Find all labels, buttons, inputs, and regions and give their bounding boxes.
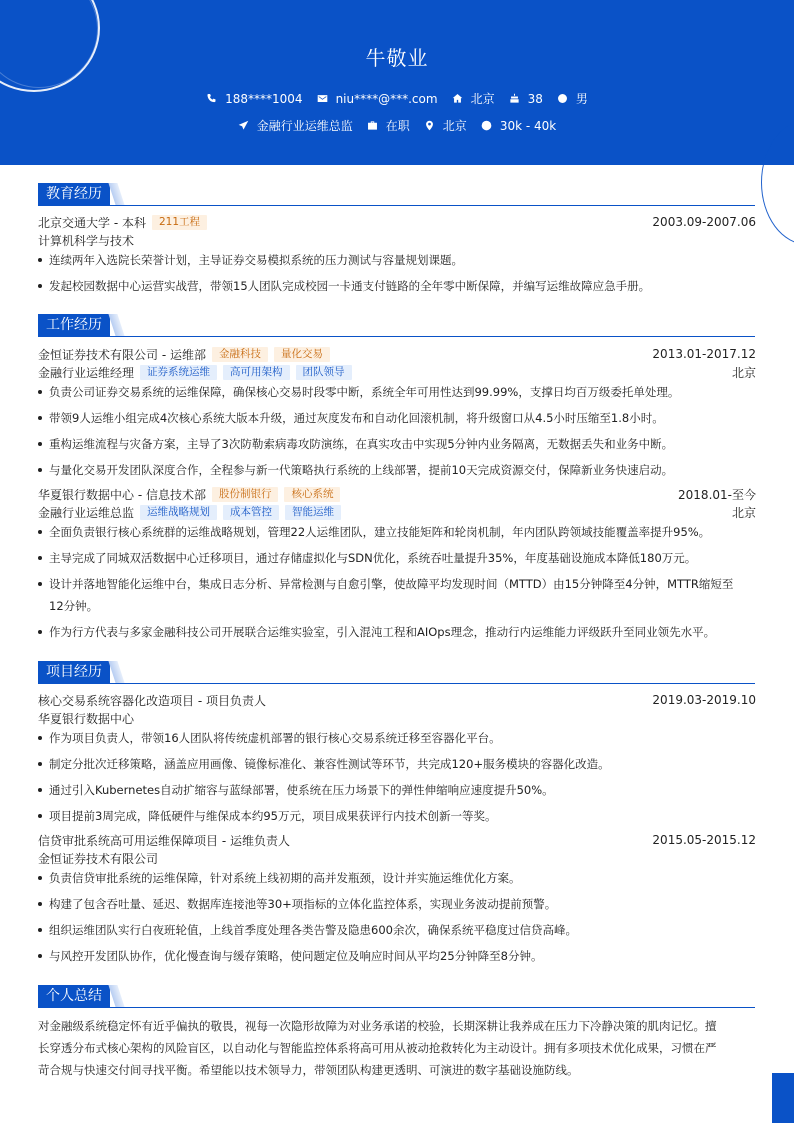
gender-icon (557, 93, 568, 104)
education-header (38, 213, 756, 231)
age-info (509, 92, 543, 106)
skill-tag: 证券系统运维 (140, 365, 217, 380)
section-label-tail (108, 985, 124, 1007)
summary-line: 苛合规与快速交付间寻找平衡。希望能以技术领导力，带领团队构建更透明、可演进的数字基础设施防线。 (38, 1063, 579, 1077)
corner-decoration (772, 1073, 794, 1123)
work-company-row (38, 345, 756, 363)
salary-info (481, 119, 556, 133)
education-major-row (38, 231, 756, 249)
company-tag: 股份制银行 (212, 487, 279, 502)
job-intent-row (0, 117, 794, 134)
job-title: 金融行业运维总监 (38, 505, 135, 520)
section-label: 工作经历 (38, 314, 110, 336)
home-icon (452, 93, 463, 104)
work-dates: 2018.01-至今 (678, 487, 756, 502)
section-title-work (38, 314, 755, 337)
section-label: 项目经历 (38, 661, 110, 683)
list-item-continuation: 12分钟。 (49, 599, 99, 613)
project-header (38, 691, 756, 709)
skill-tag: 智能运维 (285, 505, 341, 520)
section-title-projects (38, 661, 755, 684)
section-label-tail (108, 661, 124, 683)
list-item: 项目提前3周完成，降低硬件与维保成本约95万元，项目成果获评行内技术创新一等奖。 (38, 805, 756, 827)
email-text: niu****@***.com (335, 91, 438, 106)
section-title-education (38, 183, 755, 206)
status-info (367, 117, 410, 134)
school-tag: 211工程 (152, 215, 207, 230)
section-title-summary (38, 985, 755, 1008)
list-item: 重构运维流程与灾备方案，主导了3次防勒索病毒攻防演练，在真实攻击中实现5分钟内业务隔离，无数据丢失和业务中断。 (38, 433, 756, 455)
project-org: 金恒证券技术有限公司 (38, 851, 159, 866)
list-item: 构建了包含吞吐量、延迟、数据库连接池等30+项指标的立体化监控体系，实现业务波动提前预警。 (38, 893, 756, 915)
list-item: 连续两年入选院长荣誉计划，主导证券交易模拟系统的压力测试与容量规划课题。 (38, 249, 756, 271)
list-item: 与量化交易开发团队深度合作，全程参与新一代策略执行系统的上线部署，提前10天完成资源交付，保障新业务快速启动。 (38, 459, 756, 481)
target-job-info (238, 117, 353, 134)
work-title-row (38, 503, 756, 521)
company-tag: 金融科技 (212, 347, 268, 362)
project-dates: 2015.05-2015.12 (652, 833, 756, 847)
location-icon (424, 120, 435, 131)
skill-tag: 高可用架构 (223, 365, 290, 380)
salary-text: 30k - 40k (499, 118, 557, 133)
phone-info (206, 92, 302, 106)
project-org: 华夏银行数据中心 (38, 711, 135, 726)
email-icon (317, 93, 328, 104)
money-icon (481, 120, 492, 131)
list-item: 全面负责银行核心系统群的运维战略规划，管理22人运维团队，建立技能矩阵和轮岗机制，年内团队跨领域技能覆盖率提升95%。 (38, 521, 756, 543)
contact-row (0, 90, 794, 107)
list-item: 发起校园数据中心运营实战营，带领15人团队完成校园一卡通支付链路的全年零中断保障，并编写运维故障应急手册。 (38, 275, 756, 297)
list-item: 带领9人运维小组完成4次核心系统大版本升级，通过灰度发布和自动化回滚机制，将升级窗口从4.5小时压缩至1.8小时。 (38, 407, 756, 429)
phone-icon (206, 93, 217, 104)
project-org-row (38, 709, 756, 727)
email-info (317, 92, 438, 106)
school-name: 北京交通大学 - 本科 (38, 215, 146, 230)
company-name: 金恒证券技术有限公司 - 运维部 (38, 347, 206, 362)
candidate-name: 牛敬业 (365, 46, 429, 70)
section-label: 教育经历 (38, 183, 110, 205)
gender-text: 男 (575, 92, 588, 106)
target-job-text: 金融行业运维总监 (256, 119, 353, 133)
birthday-icon (509, 93, 520, 104)
skill-tag: 成本管控 (223, 505, 279, 520)
target-city-info (424, 117, 467, 134)
summary-line: 对金融级系统稳定怀有近乎偏执的敬畏，视每一次隐形故障为对业务承诺的校验，长期深耕让我养成在压力下冷静决策的肌肉记忆。擅 (38, 1019, 717, 1033)
city-info (452, 90, 495, 107)
project-name: 信贷审批系统高可用运维保障项目 - 运维负责人 (38, 833, 290, 848)
city-text: 北京 (470, 92, 495, 106)
education-dates: 2003.09-2007.06 (652, 215, 756, 229)
age-text: 38 (527, 91, 543, 106)
target-city-text: 北京 (442, 119, 467, 133)
company-tag: 量化交易 (274, 347, 330, 362)
work-location: 北京 (731, 505, 756, 520)
list-item: 通过引入Kubernetes自动扩缩容与蓝绿部署，使系统在压力场景下的弹性伸缩响应速度提升50%。 (38, 779, 756, 801)
company-tag: 核心系统 (284, 487, 340, 502)
project-header (38, 831, 756, 849)
list-item: 负责信贷审批系统的运维保障，针对系统上线初期的高并发瓶颈，设计并实施运维优化方案。 (38, 867, 756, 889)
list-item: 与风控开发团队协作，优化慢查询与缓存策略，使问题定位及响应时间从平均25分钟降至8分钟。 (38, 945, 756, 967)
company-name: 华夏银行数据中心 - 信息技术部 (38, 487, 206, 502)
briefcase-icon (367, 120, 378, 131)
list-item: 制定分批次迁移策略，涵盖应用画像、镜像标准化、兼容性测试等环节，共完成120+服务模块的容器化改造。 (38, 753, 756, 775)
skill-tag: 团队领导 (296, 365, 352, 380)
list-item: 负责公司证券交易系统的运维保障，确保核心交易时段零中断，系统全年可用性达到99.99%，支撑日均百万级委托单处理。 (38, 381, 756, 403)
project-org-row (38, 849, 756, 867)
resume-header (0, 0, 794, 165)
phone-text: 188****1004 (225, 91, 303, 106)
major: 计算机科学与技术 (38, 233, 135, 248)
project-name: 核心交易系统容器化改造项目 - 项目负责人 (38, 693, 266, 708)
work-location: 北京 (731, 365, 756, 380)
section-label-tail (108, 183, 124, 205)
list-item: 作为项目负责人，带领16人团队将传统虚机部署的银行核心交易系统迁移至容器化平台。 (38, 727, 756, 749)
work-dates: 2013.01-2017.12 (652, 347, 756, 361)
work-company-row (38, 485, 756, 503)
summary-line: 长穿透分布式核心架构的风险盲区，以自动化与智能监控体系将高可用从被动抢救转化为主动设计。拥有多项技术优化成果，习惯在严 (38, 1041, 717, 1055)
list-item: 作为行方代表与多家金融科技公司开展联合运维实验室，引入混沌工程和AIOps理念，推动行内运维能力评级跃升至同业领先水平。 (38, 621, 756, 643)
gender-info (557, 90, 588, 107)
skill-tag: 运维战略规划 (140, 505, 217, 520)
section-label-tail (108, 314, 124, 336)
project-dates: 2019.03-2019.10 (652, 693, 756, 707)
status-text: 在职 (385, 119, 410, 133)
work-title-row (38, 363, 756, 381)
list-item: 主导完成了同城双活数据中心迁移项目，通过存储虚拟化与SDN优化，系统吞吐量提升35%，年度基础设施成本降低180万元。 (38, 547, 756, 569)
job-title: 金融行业运维经理 (38, 365, 135, 380)
send-icon (238, 120, 249, 131)
summary-text (38, 1015, 755, 1081)
list-item: 设计并落地智能化运维中台，集成日志分析、异常检测与自愈引擎，使故障平均发现时间（MTTD）由15分钟降至4分钟，MTTR缩短至 (38, 573, 756, 595)
section-label: 个人总结 (38, 985, 110, 1007)
list-item: 组织运维团队实行白夜班轮值，上线首季度处理各类告警及隐患600余次，确保系统平稳度过信贷高峰。 (38, 919, 756, 941)
